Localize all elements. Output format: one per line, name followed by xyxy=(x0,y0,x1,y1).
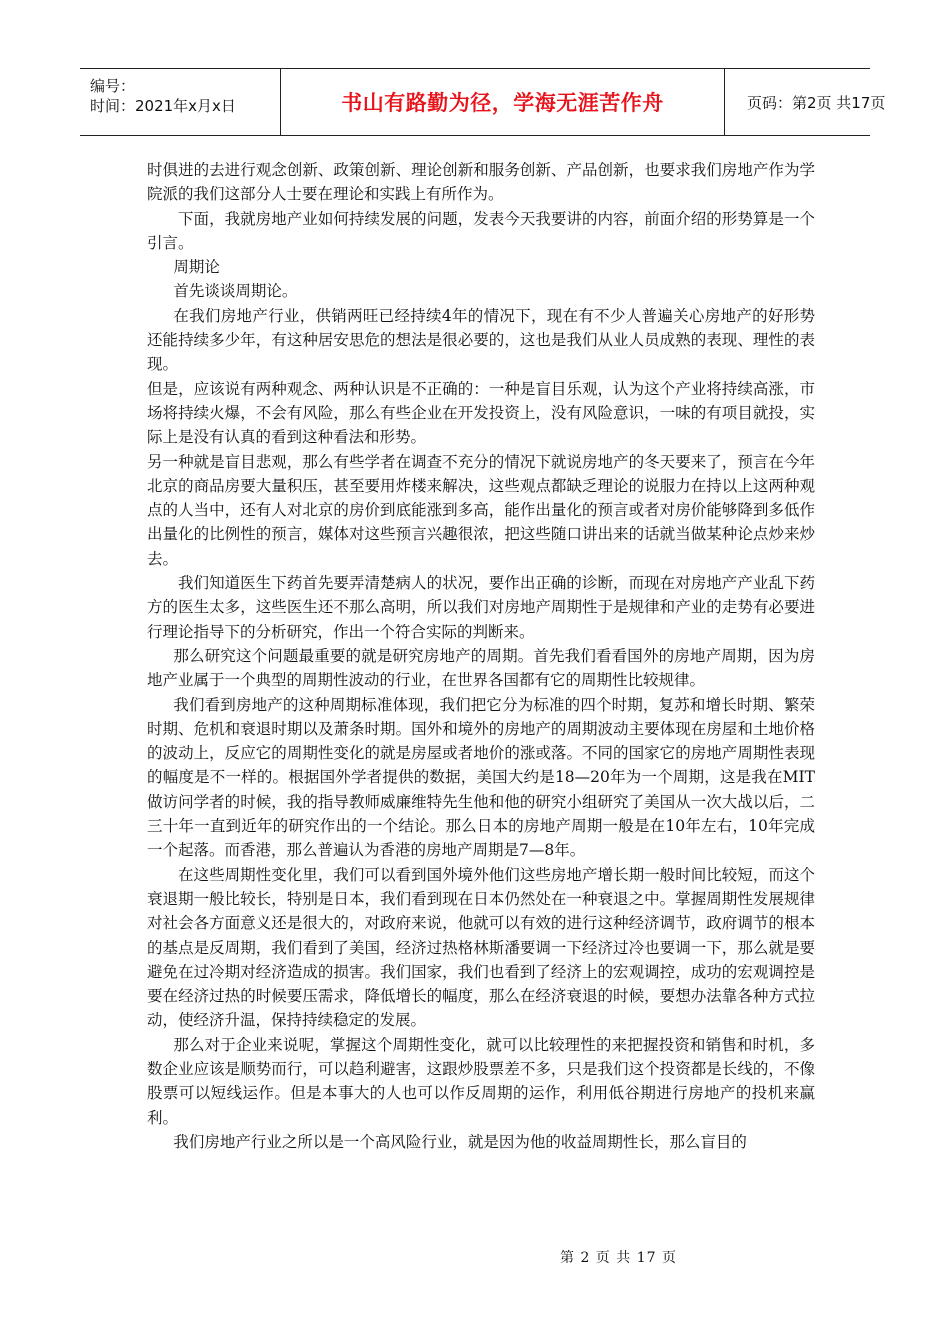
paragraph: 那么对于企业来说呢，掌握这个周期性变化，就可以比较理性的来把握投资和销售和时机，多数企业应该是顺势而行，可以趋利避害，这跟炒股票差不多，只是我们这个投资都是长线的，不像股票可以短线运作。但是本事大的人也可以作反周期的运作，利用低谷期进行房地产的投机来赢利。 xyxy=(147,1035,815,1127)
header-page-cell xyxy=(725,69,886,135)
paragraph: 首先谈谈周期论。 xyxy=(173,282,298,301)
header-meta xyxy=(80,69,280,135)
paragraph: 下面，我就房地产业如何持续发展的问题，发表今天我要讲的内容，前面介绍的形势算是一个引言。 xyxy=(147,209,815,252)
document-number-label: 编号： xyxy=(90,77,136,95)
paragraph: 我们看到房地产的这种周期标准体现，我们把它分为标准的四个时期，复苏和增长时期、繁荣时期、危机和衰退时期以及萧条时期。国外和境外的房地产的周期波动主要体现在房屋和土地价格的波动上，反应它的周期性变化的就是房屋或者地价的涨或落。不同的国家它的房地产周期性表现的幅度是不一样的。根据国外学者提供的数据，美国大约是18—20年为一个周期，这是我在MIT做访问学者的时候，我的指导教师威廉维特先生他和他的研究小组研究了美国从一次大战以后，二三十年一直到近年的研究作出的一个结论。那么日本的房地产周期一般是在10年左右，10年完成一个起落。而香港，那么普遍认为香港的房地产周期是7—8年。 xyxy=(147,695,815,860)
header-motto-cell xyxy=(280,69,725,135)
paragraph: 在这些周期性变化里，我们可以看到国外境外他们这些房地产增长期一般时间比较短，而这个衰退期一般比较长，特别是日本，我们看到现在日本仍然处在一种衰退之中。掌握周期性发展规律对社会各方面意义还是很大的，对政府来说，他就可以有效的进行这种经济调节，政府调节的根本的基点是反周期，我们看到了美国，经济过热格林斯潘要调一下经济过冷也要调一下，那么就是要避免在过冷期对经济造成的损害。我们国家，我们也看到了经济上的宏观调控，成功的宏观调控是要在经济过热的时候要压需求，降低增长的幅度，那么在经济衰退的时候，要想办法靠各种方式拉动，使经济升温，保持持续稳定的发展。 xyxy=(147,865,815,1030)
paragraph: 我们房地产行业之所以是一个高风险行业，就是因为他的收益周期性长，那么盲目的 xyxy=(173,1132,747,1151)
paragraph: 时俱进的去进行观念创新、政策创新、理论创新和服务创新、产品创新，也要求我们房地产作为学院派的我们这部分人士要在理论和实践上有所作为。 xyxy=(147,161,815,204)
page-footer: 第 2 页 共 17 页 xyxy=(560,1250,677,1266)
page-header xyxy=(80,68,886,136)
section-heading: 周期论 xyxy=(173,258,220,277)
paragraph: 另一种就是盲目悲观，那么有些学者在调查不充分的情况下就说房地产的冬天要来了，预言在今年北京的商品房要大量积压，甚至要用炸楼来解决，这些观点都缺乏理论的说服力在持以上这两种观点的人当中，还有人对北京的房价到底能涨到多高，能作出量化的预言或者对房价能够降到多低作出量化的比例性的预言，媒体对这些预言兴趣很浓，把这些随口讲出来的话就当做某种论点炒来炒去。 xyxy=(147,452,815,568)
paragraph: 我们知道医生下药首先要弄清楚病人的状况，要作出正确的诊断，而现在对房地产产业乱下药方的医生太多，这些医生还不那么高明，所以我们对房地产周期性于是规律和产业的走势有必要进行理论指导下的分析研究，作出一个符合实际的判断来。 xyxy=(147,574,815,641)
paragraph: 但是，应该说有两种观念、两种认识是不正确的：一种是盲目乐观，认为这个产业将持续高涨，市场将持续火爆，不会有风险，那么有些企业在开发投资上，没有风险意识，一味的有项目就投，实际上是没有认真的看到这种看法和形势。 xyxy=(147,379,815,447)
document-body xyxy=(147,158,815,1154)
document-date: 时间：2021年x月x日 xyxy=(90,97,236,115)
paragraph: 那么研究这个问题最重要的就是研究房地产的周期。首先我们看看国外的房地产周期，因为房地产业属于一个典型的周期性波动的行业，在世界各国都有它的周期性比较规律。 xyxy=(147,646,815,690)
header-page-info: 页码：第2页 共17页 xyxy=(747,93,886,112)
paragraph: 在我们房地产行业，供销两旺已经持续4年的情况下，现在有不少人普遍关心房地产的好形势还能持续多少年，有这种居安思危的想法是很必要的，这也是我们从业人员成熟的表现、理性的表现。 xyxy=(147,306,815,374)
header-motto: 书山有路勤为径，学海无涯苦作舟 xyxy=(341,91,664,115)
